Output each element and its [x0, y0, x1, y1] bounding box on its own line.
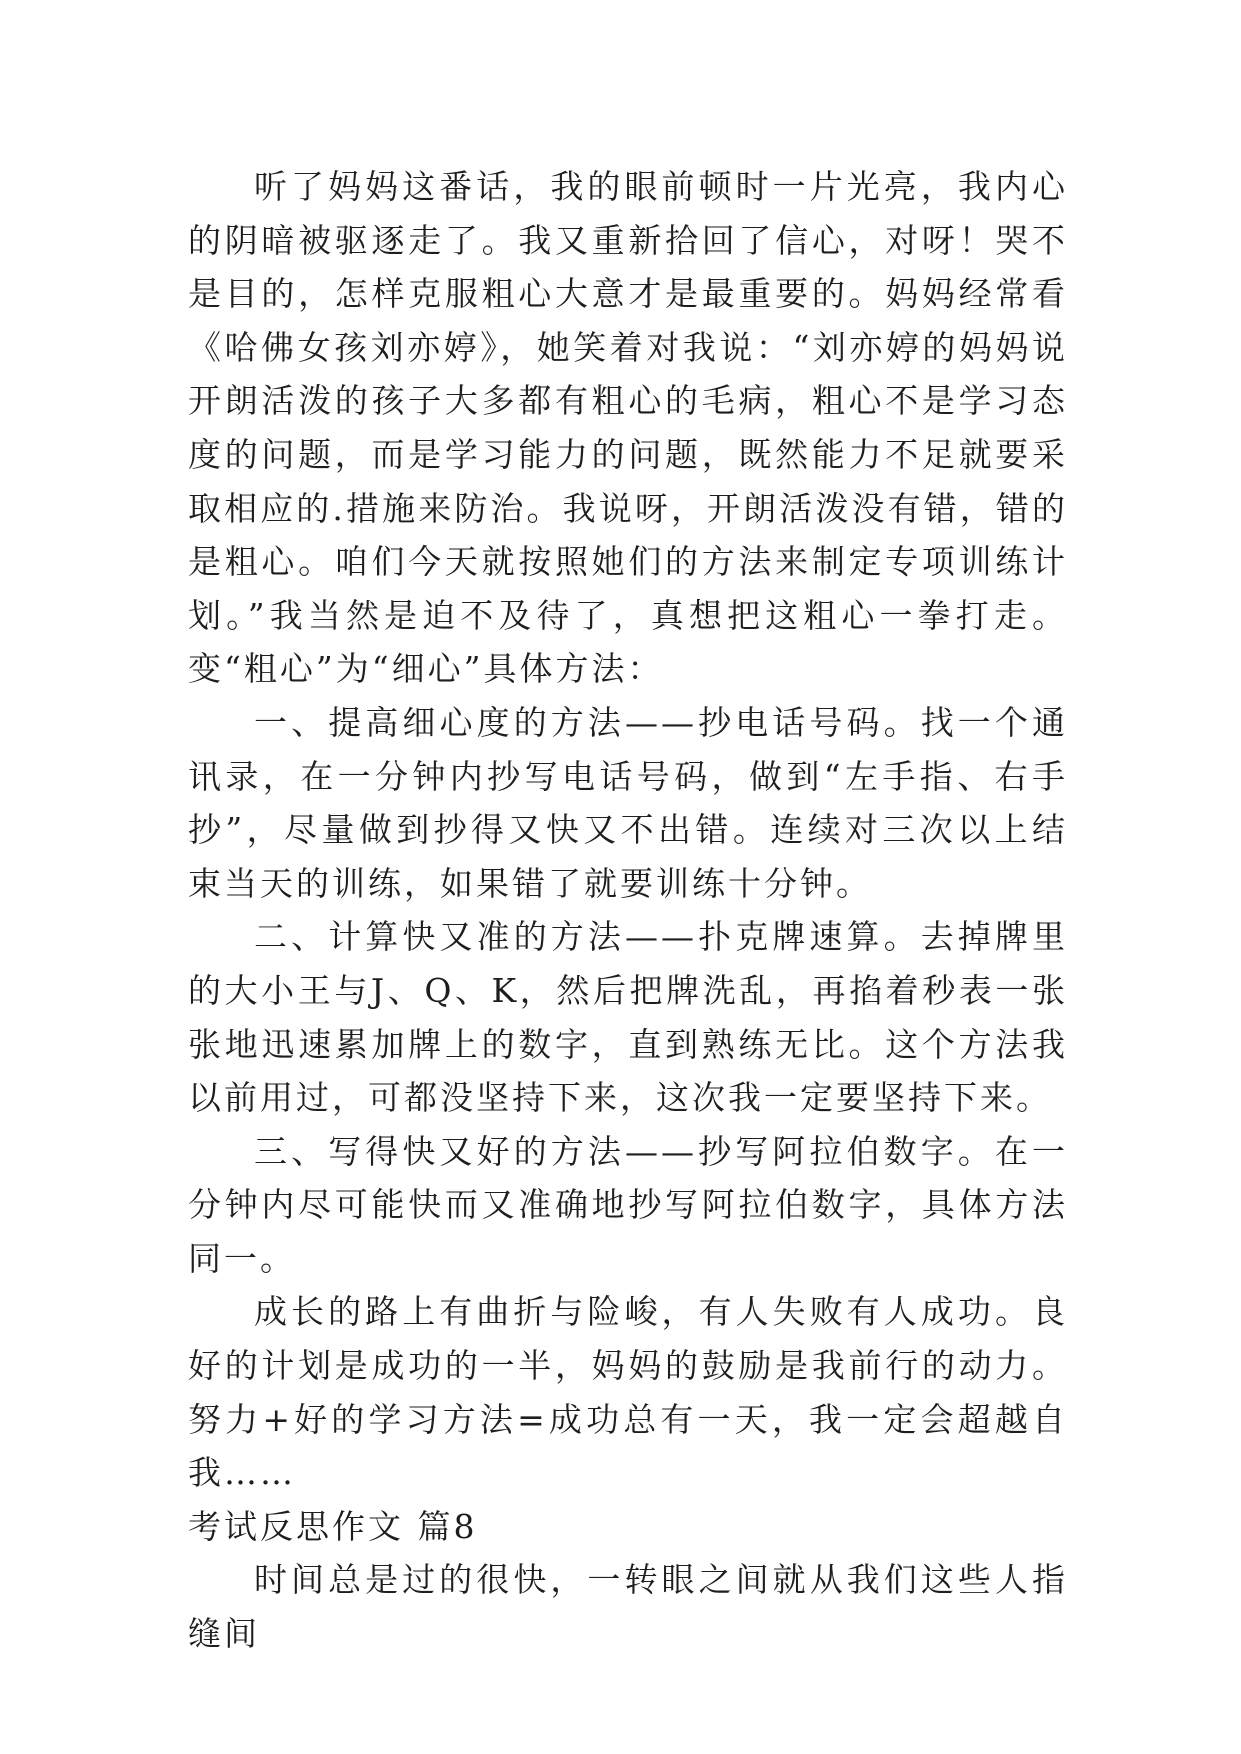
- paragraph-conclusion: 成长的路上有曲折与险峻，有人失败有人成功。良好的计划是成功的一半，妈妈的鼓励是我前行的动力。努力+好的学习方法=成功总有一天，我一定会超越自我……: [188, 1292, 1068, 1493]
- section-heading: 考试反思作文 篇8: [188, 1506, 478, 1546]
- paragraph-method-three: 三、写得快又好的方法——抄写阿拉伯数字。在一分钟内尽可能快而又准确地抄写阿拉伯数字，具体方法同一。: [188, 1131, 1068, 1278]
- paragraph-next-article-start: 时间总是过的很快，一转眼之间就从我们这些人指缝间: [188, 1560, 1068, 1654]
- paragraph-method-two: 二、计算快又准的方法——扑克牌速算。去掉牌里的大小王与J、Q、K，然后把牌洗乱，再掐着秒表一张张地迅速累加牌上的数字，直到熟练无比。这个方法我以前用过，可都没坚持下来，这次我一定要坚持下来。: [188, 917, 1068, 1118]
- paragraph-realization: 听了妈妈这番话，我的眼前顿时一片光亮，我内心的阴暗被驱逐走了。我又重新拾回了信心，对呀！哭不是目的，怎样克服粗心大意才是最重要的。妈妈经常看《哈佛女孩刘亦婷》，她笑着对我说：“刘亦婷的妈妈说开朗活泼的孩子大多都有粗心的毛病，粗心不是学习态度的问题，而是学习能力的问题，既然能力不足就要采取相应的.措施来防治。我说呀，开朗活泼没有错，错的是粗心。咱们今天就按照她们的方法来制定专项训练计划。”我当然是迫不及待了，真想把这粗心一拳打走。变“粗心”为“细心”具体方法：: [188, 167, 1068, 689]
- article-body: [188, 160, 1068, 1661]
- paragraph-method-one: 一、提高细心度的方法——抄电话号码。找一个通讯录，在一分钟内抄写电话号码，做到“左手指、右手抄”，尽量做到抄得又快又不出错。连续对三次以上结束当天的训练，如果错了就要训练十分钟。: [188, 702, 1068, 903]
